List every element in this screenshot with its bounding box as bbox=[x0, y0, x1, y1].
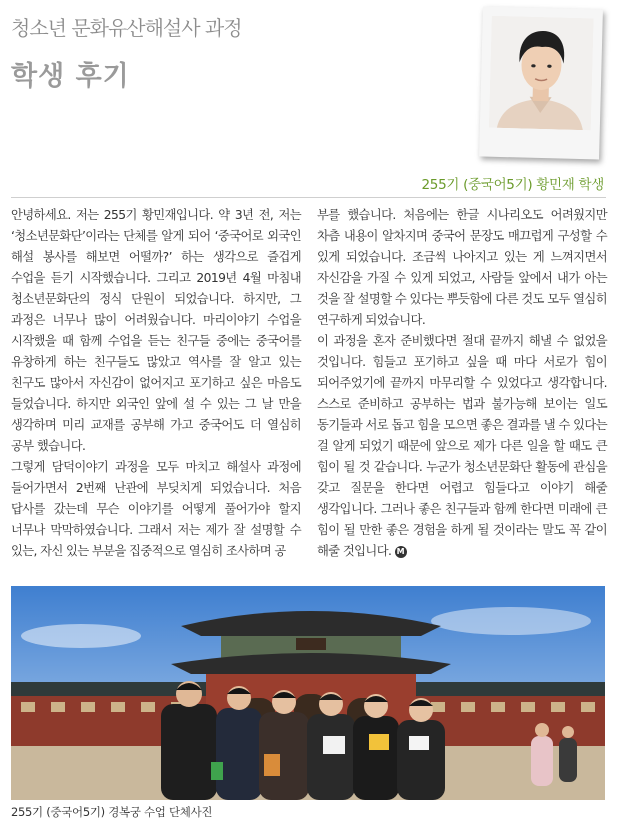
group-photo bbox=[11, 586, 605, 800]
article-paragraph: 부를 했습니다. 처음에는 한글 시나리오도 어려웠지만 차츰 내용이 알차지며 중국어 문장도 매끄럽게 구성할 수 있게 되었습니다. 조금씩 나아지고 있는 게 느껴지면서 자신감을 가질 수 있게 되었고, 사람들 앞에서 내가 아는 것을 잘 설명할 수 있다는 뿌듯함에 다른 것도 모두 열심히 연구하게 되었습니다. bbox=[317, 208, 607, 327]
article-paragraph: 그렇게 담덕이야기 과정을 모두 마치고 해설사 과정에 들어가면서 2번째 난관에 부딪치게 되었습니다. 처음 답사를 갔는데 무슨 이야기를 어떻게 풀어가야 할지 너무나 막막하였습니다. 그래서 저는 제가 잘 설명할 수 있는, 자신 있는 부분을 집중적으로 열심히 조사하며 공 bbox=[11, 460, 301, 558]
student-portrait bbox=[489, 16, 594, 131]
student-photo-frame bbox=[479, 6, 603, 159]
author-byline: 255기 (중국어5기) 황민재 학생 bbox=[421, 177, 604, 193]
program-title: 청소년 문화유산해설사 과정 bbox=[11, 16, 242, 40]
article-paragraph: 안녕하세요. 저는 255기 황민재입니다. 약 3년 전, 저는 ‘청소년문화단’이라는 단체를 알게 되어 ‘중국어로 외국인 해설 봉사를 해보면 어떨까?’ 하는 생각으로 즐겁게 수업을 듣기 시작했습니다. 그리고 2019년 4월 마침내 청소년문화단의 정식 단원이 되었습니다. 하지만, 그 과정은 너무나 많이 어려웠습니다. 마리이야기 수업을 시작했을 때 함께 수업을 듣는 친구들 중에는 중국어를 유창하게 하는 친구들도 많았고 역사를 잘 알고 있는 친구도 많아서 자신감이 없어지고 포기하고 싶은 마음도 들었습니다. 하지만 외국인 앞에 설 수 있는 그 날 만을 생각하며 미리 교재를 공부해 가고 중국어도 더 열심히 공부 했습니다. bbox=[11, 208, 301, 453]
article-paragraph: 이 과정을 혼자 준비했다면 절대 끝까지 해낼 수 없었을 것입니다. 힘들고 포기하고 싶을 때 마다 서로가 힘이 되어주었기에 끝까지 마무리할 수 있었다고 생각합니다. 스스로 준비하고 공부하는 법과 불가능해 보이는 일도 동기들과 서로 돕고 힘을 모으면 좋은 결과를 낼 수 있다는 걸 알게 되었기 때문에 앞으로 제가 다른 일을 할 때도 큰 힘이 될 것 같습니다. 누군가 청소년문화단 활동에 관심을 갖고 질문을 한다면 어렵고 힘들다고 이야기 해줄 생각입니다. 그러나 좋은 친구들과 함께 한다면 미래에 큰 힘이 될 만한 좋은 경험을 하게 될 것이라는 말도 꼭 같이 해줄 것입니다. bbox=[317, 334, 607, 558]
article-right-column bbox=[317, 205, 607, 562]
photo-caption: 255기 (중국어5기) 경복궁 수업 단체사진 bbox=[11, 805, 213, 819]
end-mark-icon: M bbox=[395, 546, 407, 558]
divider bbox=[11, 197, 606, 198]
review-title: 학생 후기 bbox=[11, 61, 130, 92]
article-left-column bbox=[11, 205, 301, 562]
article-paragraph-last bbox=[317, 331, 607, 562]
